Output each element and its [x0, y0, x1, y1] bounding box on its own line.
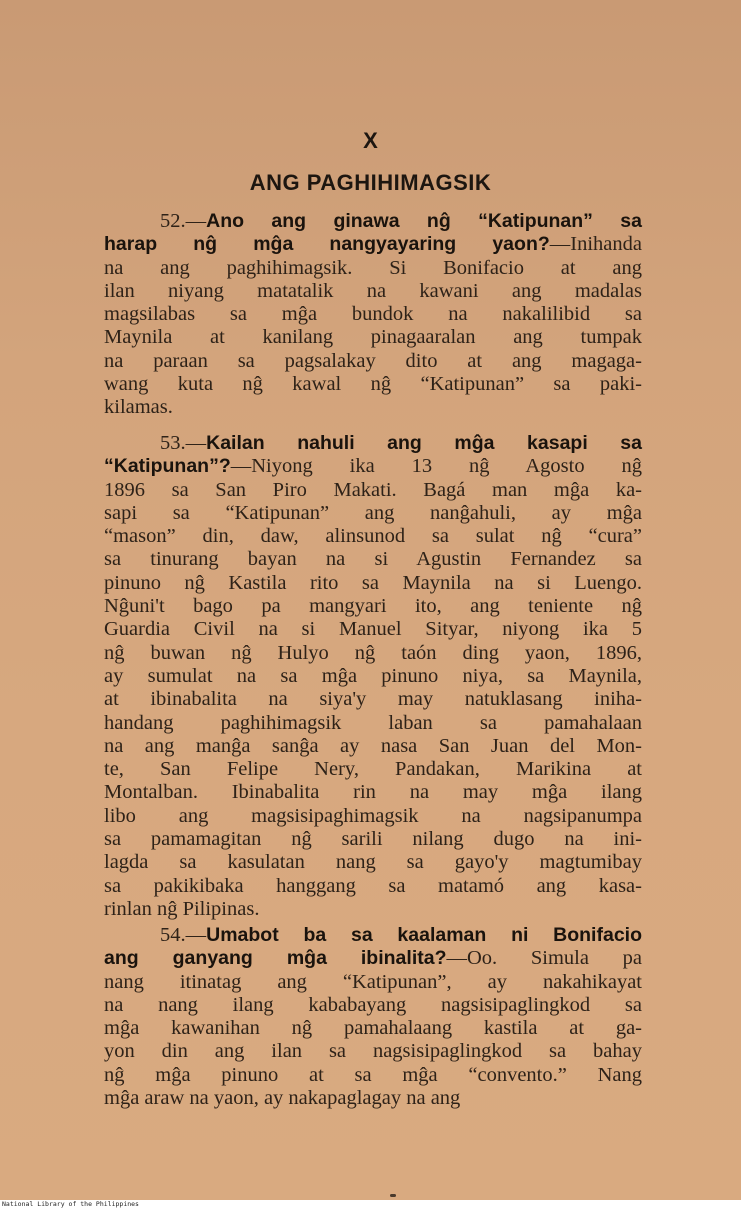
page-mark [390, 1194, 396, 1197]
paragraph-line [104, 303, 642, 326]
paragraph-line [104, 828, 642, 851]
paragraph-line [104, 548, 642, 571]
paragraph-line [104, 280, 642, 303]
paragraph-line [104, 688, 642, 711]
paragraph-line [104, 618, 642, 641]
answer-text: —Oo. Simula pa [446, 947, 642, 970]
paragraph-line [104, 1040, 642, 1063]
chapter-number: X [363, 128, 378, 153]
paragraph-line [104, 502, 642, 525]
answer-text: na ang manĝa sanĝa ay nasa San Juan del Mon- [104, 734, 642, 757]
paragraph-line [104, 781, 642, 804]
answer-text: handang paghihimagsik laban sa pamahalaan [104, 711, 642, 734]
answer-text: —Inihanda [549, 233, 642, 256]
answer-text: sapi sa “Katipunan” ang nanĝahuli, ay mĝa [104, 501, 642, 524]
paragraph-line [104, 924, 642, 947]
question-text: Umabot ba sa kaalaman ni Bonifacio [206, 924, 642, 946]
question-item-53 [104, 432, 642, 921]
answer-text: ilan niyang matatalik na kawani ang madalas [104, 279, 642, 302]
answer-text: libo ang magsisipaghimagsik na nagsipanumpa [104, 804, 642, 827]
question-item-52 [104, 210, 642, 420]
paragraph-line [104, 805, 642, 828]
paragraph-line [104, 875, 642, 898]
paragraph-line [104, 396, 642, 419]
paragraph-line [104, 257, 642, 280]
answer-text: at ibinabalita na siya'y may natuklasang iniha- [104, 688, 642, 711]
answer-text: rinlan nĝ Pilipinas. [104, 897, 260, 920]
answer-text: na ang paghihimagsik. Si Bonifacio at ang [104, 256, 642, 279]
paragraph-line [104, 373, 642, 396]
answer-text: sa pamamagitan nĝ sarili nilang dugo na ini- [104, 828, 642, 851]
question-number: 53.— [160, 432, 207, 454]
answer-text: mĝa araw na yaon, ay nakapaglagay na ang [104, 1087, 461, 1110]
answer-text: wang kuta nĝ kawal nĝ “Katipunan” sa paki- [104, 373, 642, 396]
question-item-54 [104, 924, 642, 1110]
paragraph-line [104, 525, 642, 548]
answer-text: lagda sa kasulatan nang sa gayo'y magtumibay [104, 851, 642, 874]
paragraph-line [104, 994, 642, 1017]
question-text: Ano ang ginawa nĝ “Katipunan” sa [206, 210, 642, 232]
answer-text: pinuno nĝ Kastila rito sa Maynila na si Luengo. [104, 571, 642, 594]
answer-text: nĝ mĝa pinuno at sa mĝa “convento.” Nang [104, 1063, 642, 1086]
answer-text: Montalban. Ibinabalita rin na may mĝa ilang [104, 781, 642, 804]
paragraph-line [104, 479, 642, 502]
paragraph-line [104, 642, 642, 665]
answer-text: magsilabas sa mĝa bundok na nakalilibid sa [104, 303, 642, 326]
footer-bar [0, 1200, 741, 1208]
paragraph-line [104, 1017, 642, 1040]
paragraph-line [104, 898, 642, 921]
answer-text: mĝa kawanihan nĝ pamahalaang kastila at ga- [104, 1017, 642, 1040]
answer-text: te, San Felipe Nery, Pandakan, Marikina at [104, 758, 642, 781]
paragraph-line [104, 851, 642, 874]
paragraph-line [104, 1064, 642, 1087]
paragraph-line [104, 572, 642, 595]
paragraph-line [104, 233, 642, 256]
paragraph-line [104, 595, 642, 618]
answer-text: ay sumulat na sa mĝa pinuno niya, sa Maynila, [104, 664, 642, 687]
paragraph-line [104, 210, 642, 233]
footer-credit: National Library of the Philippines [2, 1200, 139, 1208]
paragraph-line [104, 971, 642, 994]
answer-text: yon din ang ilan sa nagsisipaglingkod sa bahay [104, 1040, 642, 1063]
answer-text: sa tinurang bayan na si Agustin Fernandez sa [104, 548, 642, 571]
answer-text: sa pakikibaka hanggang sa matamó ang kasa- [104, 874, 642, 897]
paragraph-line [104, 665, 642, 688]
answer-text: na paraan sa pagsalakay dito at ang magaga- [104, 349, 642, 372]
paragraph-line [104, 350, 642, 373]
paragraph-line [104, 1087, 642, 1110]
answer-text: 1896 sa San Piro Makati. Bagá man mĝa ka- [104, 478, 642, 501]
question-text: harap nĝ mĝa nangyayaring yaon? [104, 233, 550, 256]
question-text: “Katipunan”? [104, 455, 231, 478]
answer-text: —Niyong ika 13 nĝ Agosto nĝ [230, 455, 642, 478]
paragraph-line [104, 947, 642, 970]
answer-text: na nang ilang kababayang nagsisipaglingkod sa [104, 993, 642, 1016]
answer-text: Maynila at kanilang pinagaaralan ang tumpak [104, 326, 642, 349]
paragraph-line [104, 455, 642, 478]
answer-text: Guardia Civil na si Manuel Sityar, niyong ika 5 [104, 618, 642, 641]
paragraph-line [104, 432, 642, 455]
question-text: ang ganyang mĝa ibinalita? [104, 947, 447, 970]
answer-text: nĝ buwan nĝ Hulyo nĝ taón ding yaon, 1896, [104, 641, 642, 664]
question-number: 54.— [160, 924, 207, 946]
question-text: Kailan nahuli ang mĝa kasapi sa [206, 432, 642, 454]
paragraph-line [104, 326, 642, 349]
answer-text: nang itinatag ang “Katipunan”, ay nakahikayat [104, 970, 642, 993]
paragraph-line [104, 735, 642, 758]
paragraph-line [104, 758, 642, 781]
answer-text: kilamas. [104, 396, 173, 419]
paragraph-line [104, 712, 642, 735]
question-number: 52.— [160, 210, 207, 232]
chapter-title: ANG PAGHIHIMAGSIK [249, 170, 492, 195]
answer-text: Nĝuni't bago pa mangyari ito, ang teniente nĝ [104, 595, 642, 618]
answer-text: “mason” din, daw, alinsunod sa sulat nĝ “cura” [104, 525, 642, 548]
